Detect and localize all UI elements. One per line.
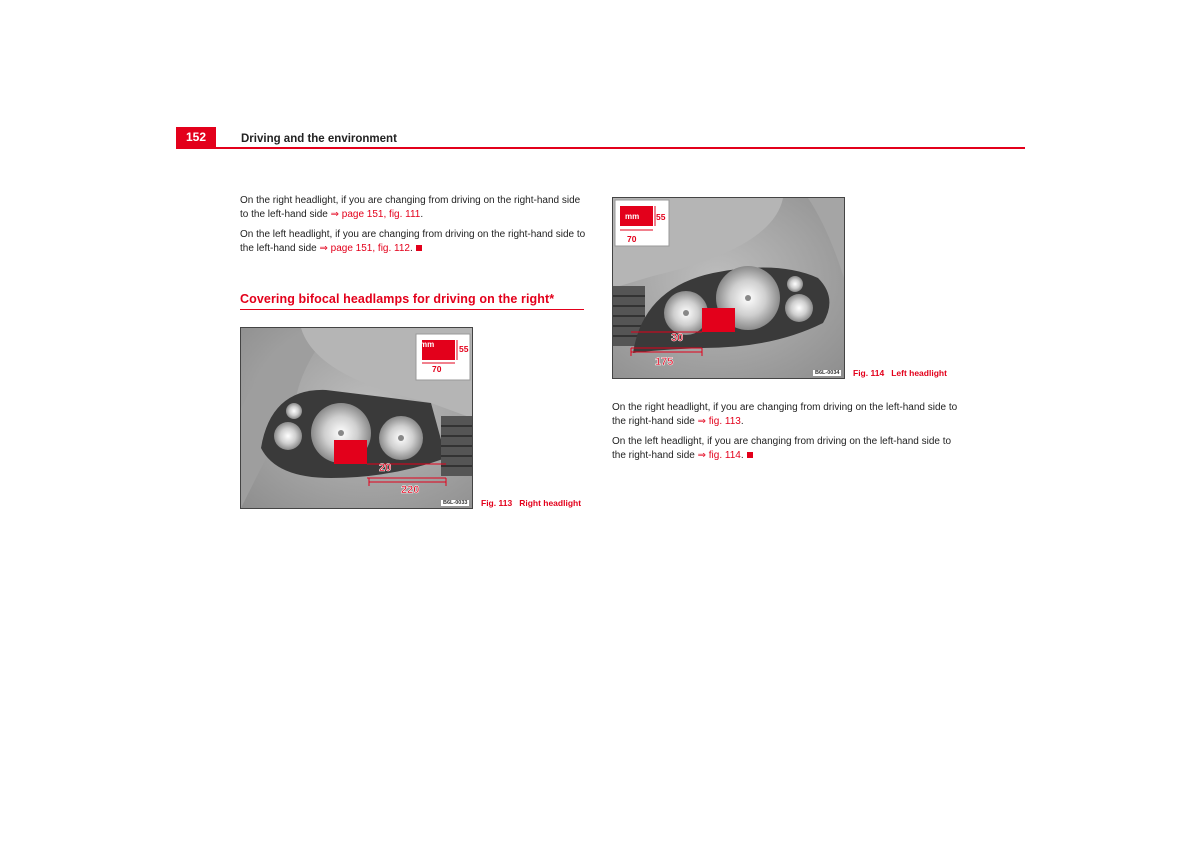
cover-patch-area-left xyxy=(702,308,735,332)
section-rule xyxy=(240,309,584,310)
end-of-section-mark-right xyxy=(747,452,753,458)
fig113-caption-number: Fig. 113 xyxy=(481,498,513,508)
left-headlight-illustration xyxy=(613,198,844,378)
right-para2-end: . xyxy=(740,450,744,461)
right-paragraph-1 xyxy=(612,401,962,429)
fig114-caption-number: Fig. 114 xyxy=(853,368,885,378)
fig114-caption xyxy=(853,368,954,378)
left-para1-link[interactable]: ⇒ page 151, fig. 111 xyxy=(330,209,421,220)
right-para1-link[interactable]: ⇒ fig. 113 xyxy=(697,416,741,427)
fig114-caption-title: Left headlight xyxy=(891,368,947,378)
right-paragraph-2 xyxy=(612,435,962,463)
fig113-dim-horizontal: 220 xyxy=(401,484,420,496)
left-para2-end: . xyxy=(409,243,413,254)
figure-114-image xyxy=(612,197,845,379)
header-rule xyxy=(176,147,1025,149)
left-para1-end: . xyxy=(420,209,424,220)
page-number: 152 xyxy=(176,127,216,148)
fig114-inset-height: 55 xyxy=(656,212,666,222)
fig113-caption-title: Right headlight xyxy=(519,498,582,508)
left-paragraph-2 xyxy=(240,228,590,256)
fig114-inset-unit: mm xyxy=(625,212,640,221)
right-para1-end: . xyxy=(740,416,744,427)
fig113-inset-unit: mm xyxy=(420,340,435,349)
cover-patch-area xyxy=(334,440,367,464)
right-para1-text: On the right headlight, if you are changing from driving on the left-hand side to the right-hand side xyxy=(612,402,958,427)
fig113-caption xyxy=(481,498,588,508)
fig114-inset-width: 70 xyxy=(627,234,637,244)
left-para2-link[interactable]: ⇒ page 151, fig. 112 xyxy=(319,243,410,254)
left-para2-text: On the left headlight, if you are changing from driving on the right-hand side to the left-hand side xyxy=(240,229,586,254)
fig113-dim-vertical: 20 xyxy=(379,462,392,474)
fig113-inset-height: 55 xyxy=(459,344,469,354)
right-para2-text: On the left headlight, if you are changing from driving on the left-hand side to the right-hand side xyxy=(612,436,952,461)
fig114-dim-horizontal: 175 xyxy=(655,356,674,368)
fig114-image-code: B6L-0034 xyxy=(815,370,840,376)
right-para2-link[interactable]: ⇒ fig. 114 xyxy=(697,450,741,461)
figure-113-image xyxy=(240,327,473,509)
left-paragraph-1 xyxy=(240,194,590,222)
end-of-section-mark xyxy=(416,245,422,251)
right-headlight-illustration xyxy=(241,328,472,508)
fig113-image-code: B6L-0033 xyxy=(443,500,468,506)
left-para1-text: On the right headlight, if you are changing from driving on the right-hand side to the left-hand side xyxy=(240,195,581,220)
fig113-inset-width: 70 xyxy=(432,364,442,374)
fig114-dim-vertical: 30 xyxy=(671,332,684,344)
section-title: Covering bifocal headlamps for driving on the right* xyxy=(240,292,555,306)
chapter-title: Driving and the environment xyxy=(241,133,397,145)
